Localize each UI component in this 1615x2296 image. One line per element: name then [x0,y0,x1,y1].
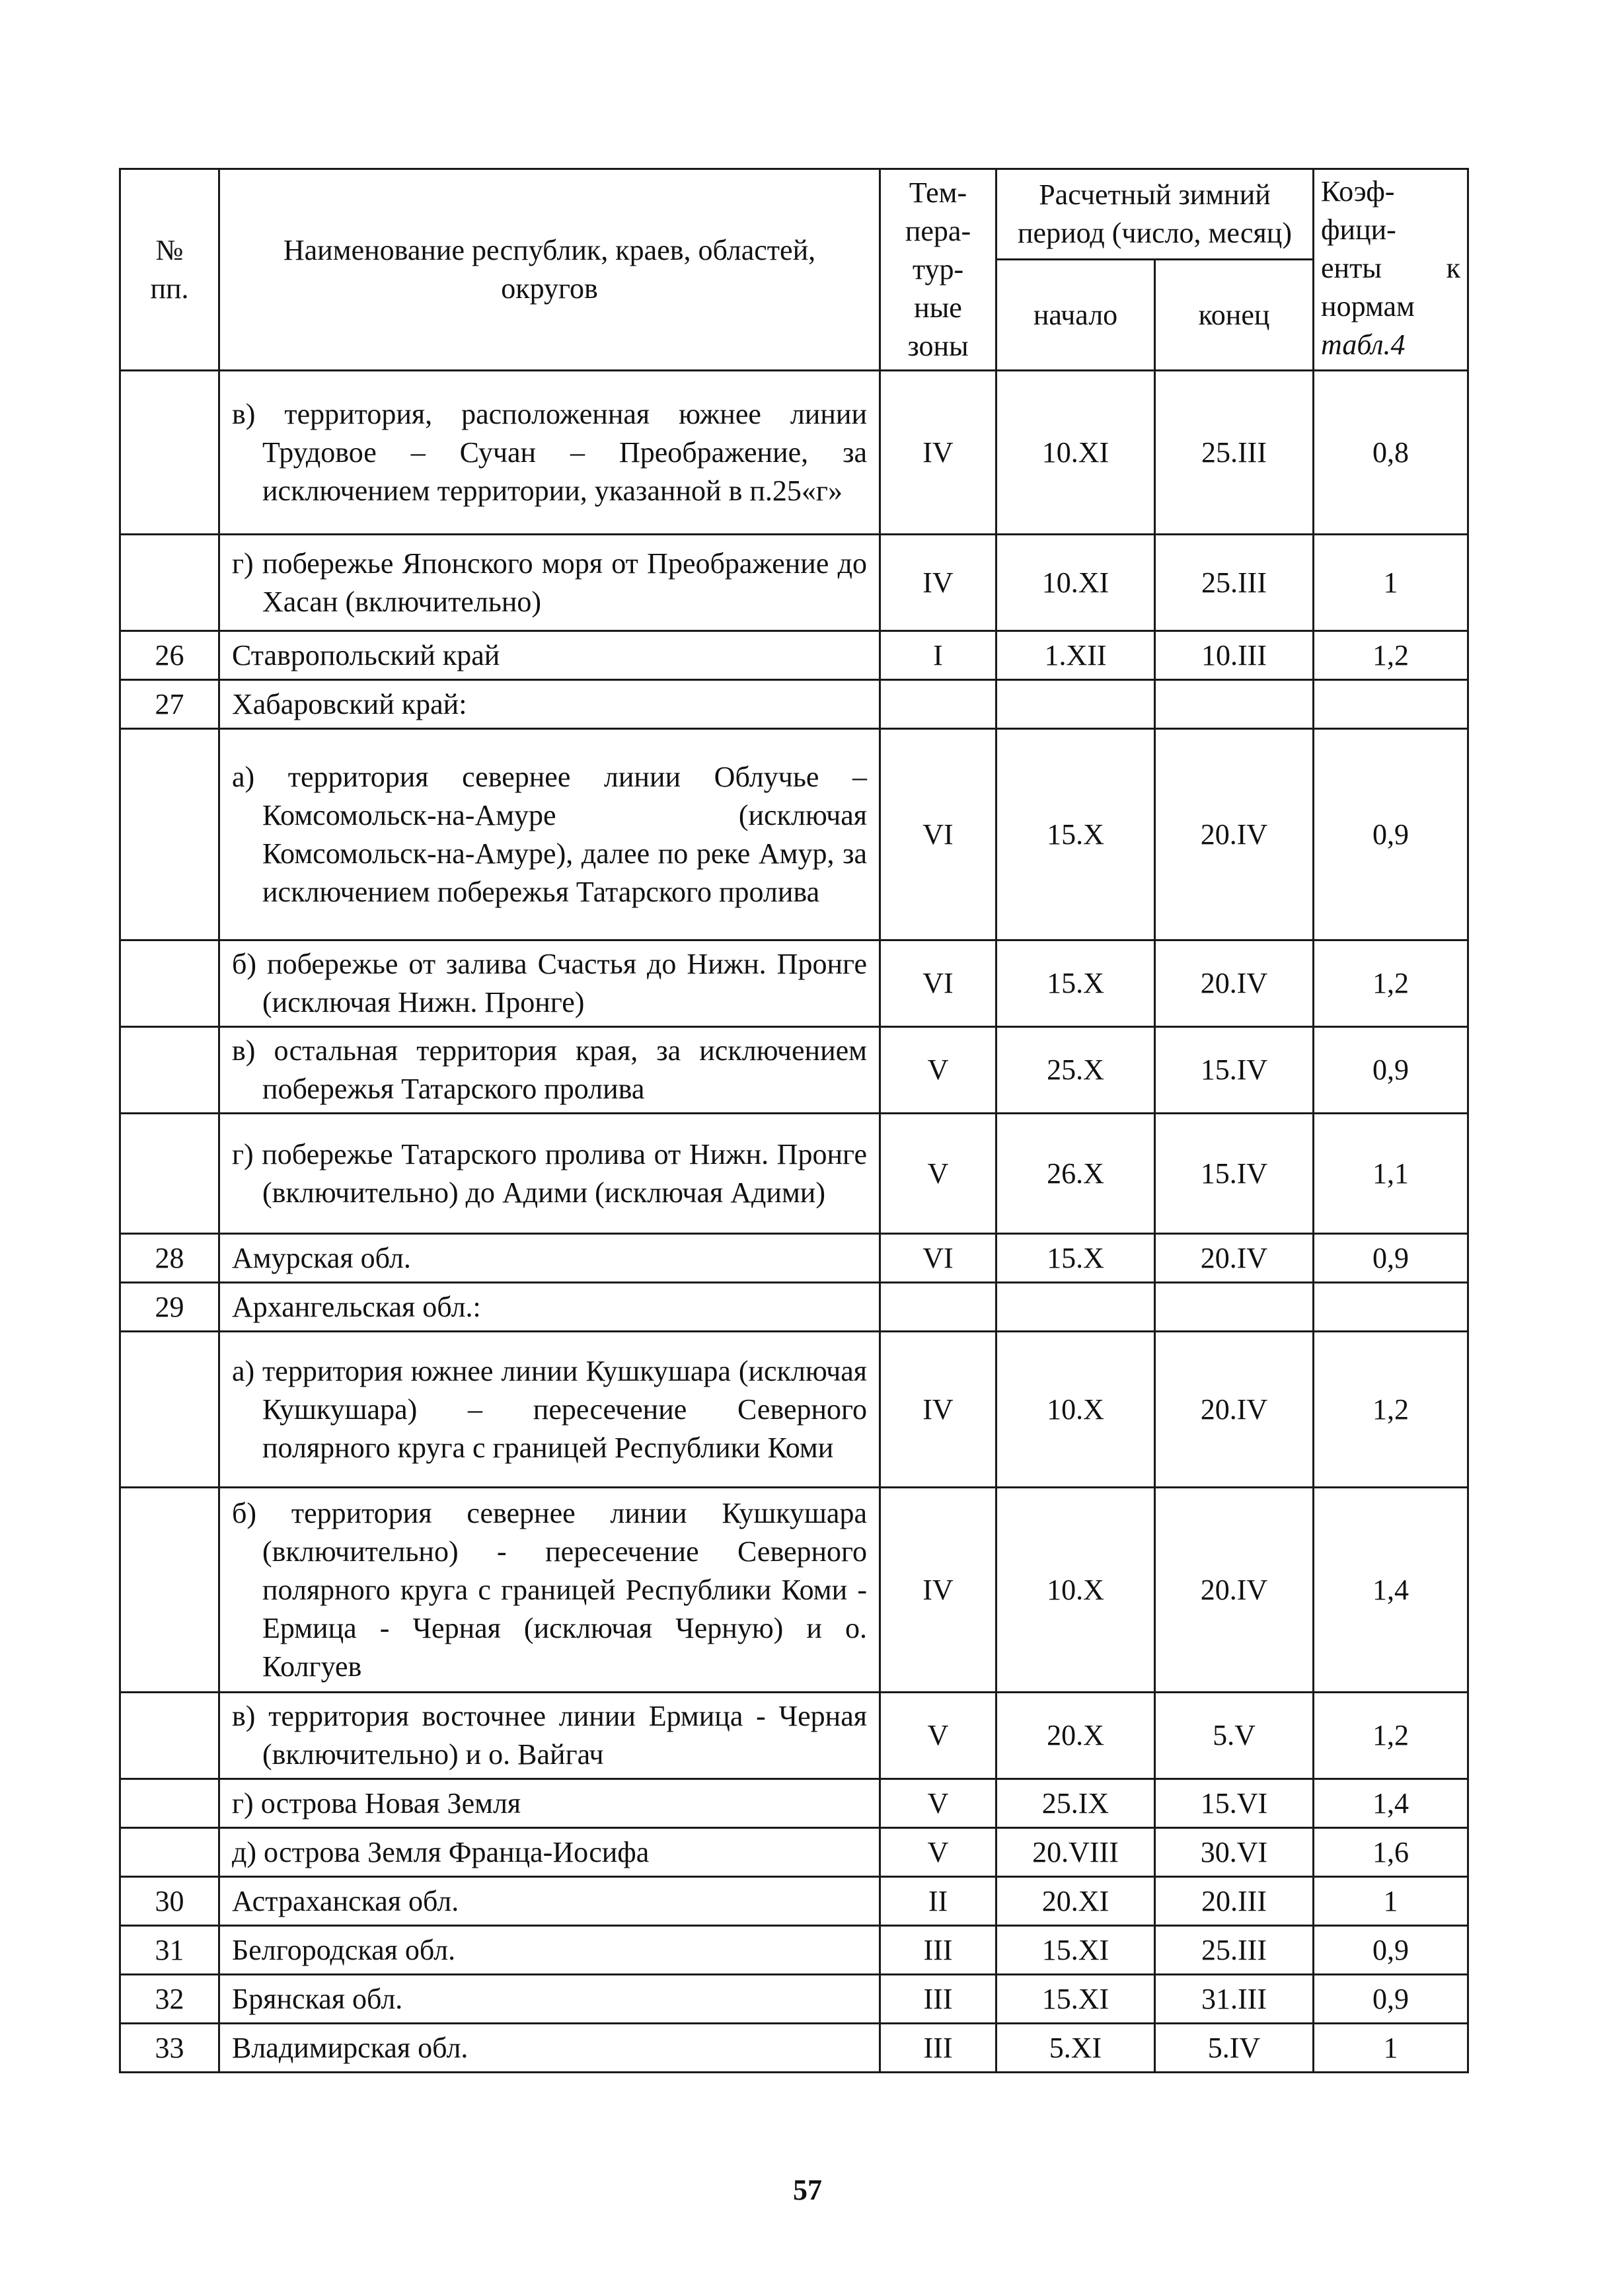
row-coefficient: 1 [1314,1877,1468,1926]
row-number [120,1027,219,1114]
row-period-end [1155,1283,1314,1332]
row-name [219,1975,880,2024]
table-row [120,1027,1468,1114]
row-period-start: 20.X [996,1693,1155,1779]
row-period-start: 1.XII [996,631,1155,680]
header-name: Наименование республик, краев, областей, округов [219,169,880,371]
row-name [219,1926,880,1975]
row-name [219,1779,880,1828]
row-coefficient: 0,9 [1314,1027,1468,1114]
row-name [219,1828,880,1877]
row-period-start: 25.IX [996,1779,1155,1828]
row-name-text: г) острова Новая Земля [232,1786,521,1819]
row-period-start: 20.XI [996,1877,1155,1926]
header-temperature-zones: Тем-пера-тур-ные зоны [880,169,996,371]
row-name [219,1283,880,1332]
row-period-end: 31.III [1155,1975,1314,2024]
row-number [120,1488,219,1693]
row-period-end: 5.V [1155,1693,1314,1779]
row-period-end: 15.VI [1155,1779,1314,1828]
row-period-start [996,1283,1155,1332]
row-name [219,535,880,631]
row-period-end: 20.IV [1155,1488,1314,1693]
row-temperature-zone: V [880,1779,996,1828]
row-name [219,1488,880,1693]
table-row [120,1877,1468,1926]
row-period-end: 5.IV [1155,2024,1314,2073]
row-coefficient: 1 [1314,2024,1468,2073]
header-coefficients [1314,169,1468,371]
table-row [120,1114,1468,1234]
row-temperature-zone: VI [880,729,996,940]
row-name-text: б) территория севернее линии Кушкушара (включительно) - пересечение Северного полярного круга с границей Республики Коми - Ермица - Черная (исключая Черную) и о. Колгуев [232,1496,867,1683]
row-name-text: Белгородская обл. [232,1933,456,1966]
row-number: 33 [120,2024,219,2073]
table-row [120,1926,1468,1975]
header-start: начало [996,260,1155,371]
row-period-start: 10.X [996,1332,1155,1488]
row-temperature-zone: V [880,1114,996,1234]
row-name-text: б) побережье от залива Счастья до Нижн. Пронге (исключая Нижн. Пронге) [232,948,867,1018]
row-period-start [996,680,1155,729]
row-number: 27 [120,680,219,729]
row-period-end: 30.VI [1155,1828,1314,1877]
table-row [120,1332,1468,1488]
row-name [219,729,880,940]
row-coefficient: 1,2 [1314,1693,1468,1779]
row-name [219,371,880,535]
table-row [120,940,1468,1027]
row-name-text: д) острова Земля Франца-Иосифа [232,1835,650,1868]
row-temperature-zone: IV [880,1332,996,1488]
row-number [120,1693,219,1779]
row-name [219,680,880,729]
row-name-text: Владимирская обл. [232,2031,469,2064]
table-row [120,729,1468,940]
row-name-text: г) побережье Японского моря от Преображение до Хасан (включительно) [232,547,867,618]
row-number: 32 [120,1975,219,2024]
row-name-text: в) территория восточнее линии Ермица - Черная (включительно) и о. Вайгач [232,1700,867,1771]
row-name-text: в) остальная территория края, за исключением побережья Татарского пролива [232,1034,867,1105]
row-period-start: 10.XI [996,535,1155,631]
header-koef-line4: нормам [1321,290,1415,323]
header-winter-period: Расчетный зимний период (число, месяц) [996,169,1314,260]
header-number: № пп. [120,169,219,371]
row-period-end: 20.IV [1155,940,1314,1027]
row-period-end: 15.IV [1155,1114,1314,1234]
row-period-start: 10.XI [996,371,1155,535]
row-temperature-zone: III [880,2024,996,2073]
row-period-start: 25.X [996,1027,1155,1114]
row-period-end: 20.IV [1155,1332,1314,1488]
row-number [120,1828,219,1877]
row-coefficient: 1,6 [1314,1828,1468,1877]
row-name [219,940,880,1027]
row-temperature-zone: IV [880,535,996,631]
row-number: 28 [120,1234,219,1283]
row-name-text: а) территория севернее линии Облучье – Комсомольск-на-Амуре (исключая Комсомольск-на-Амуре), далее по реке Амур, за исключением побережья Татарского пролива [232,760,867,908]
row-name [219,1332,880,1488]
row-name [219,1693,880,1779]
table-row [120,1779,1468,1828]
row-period-end: 10.III [1155,631,1314,680]
row-period-start: 15.XI [996,1975,1155,2024]
row-coefficient: 0,9 [1314,1234,1468,1283]
row-temperature-zone: V [880,1693,996,1779]
row-number: 30 [120,1877,219,1926]
row-coefficient: 1,4 [1314,1779,1468,1828]
page-number: 57 [793,2174,822,2206]
row-number [120,371,219,535]
row-period-start: 15.X [996,729,1155,940]
row-period-end: 20.III [1155,1877,1314,1926]
row-number: 29 [120,1283,219,1332]
row-name [219,1027,880,1114]
row-coefficient: 1,2 [1314,631,1468,680]
row-period-start: 15.X [996,1234,1155,1283]
row-name-text: в) территория, расположенная южнее линии Трудовое – Сучан – Преображение, за исключением территории, указанной в п.25«г» [232,397,867,507]
row-coefficient: 0,9 [1314,1926,1468,1975]
row-period-end: 20.IV [1155,1234,1314,1283]
table-row [120,1488,1468,1693]
row-temperature-zone: VI [880,1234,996,1283]
row-name [219,631,880,680]
row-temperature-zone: I [880,631,996,680]
table-header-row [120,169,1468,260]
row-temperature-zone: V [880,1027,996,1114]
row-name-text: г) побережье Татарского пролива от Нижн. Пронге (включительно) до Адими (исключая Адими) [232,1137,867,1209]
row-name-text: Амурская обл. [232,1241,411,1274]
row-coefficient: 0,9 [1314,729,1468,940]
row-number [120,729,219,940]
table-body [120,371,1468,2073]
row-name-text: Астраханская обл. [232,1884,459,1917]
row-number [120,1332,219,1488]
row-period-start: 20.VIII [996,1828,1155,1877]
row-number [120,940,219,1027]
header-end: конец [1155,260,1314,371]
row-coefficient [1314,1283,1468,1332]
table-row [120,1693,1468,1779]
header-koef-line3: енты к [1321,252,1461,284]
row-period-start: 26.X [996,1114,1155,1234]
table-row [120,2024,1468,2073]
row-period-end: 25.III [1155,1926,1314,1975]
row-number: 26 [120,631,219,680]
row-name [219,1234,880,1283]
winter-period-table [119,168,1469,2073]
row-temperature-zone: IV [880,1488,996,1693]
table-row [120,535,1468,631]
row-number [120,1779,219,1828]
row-period-end: 25.III [1155,371,1314,535]
row-period-end: 25.III [1155,535,1314,631]
row-name-text: Ставропольский край [232,638,500,671]
row-temperature-zone: II [880,1877,996,1926]
row-period-start: 10.X [996,1488,1155,1693]
row-temperature-zone: VI [880,940,996,1027]
table-row [120,1975,1468,2024]
row-coefficient: 1,2 [1314,1332,1468,1488]
header-koef-line2: фици- [1321,213,1396,246]
header-koef-line1: Коэф- [1321,175,1395,208]
row-temperature-zone: V [880,1828,996,1877]
row-period-start: 5.XI [996,2024,1155,2073]
row-temperature-zone [880,680,996,729]
table-row [120,1828,1468,1877]
row-coefficient: 0,8 [1314,371,1468,535]
row-name-text: а) территория южнее линии Кушкушара (исключая Кушкушара) – пересечение Северного полярного круга с границей Республики Коми [232,1354,867,1464]
row-period-end: 15.IV [1155,1027,1314,1114]
table-row [120,1283,1468,1332]
table-row [120,371,1468,535]
row-period-start: 15.XI [996,1926,1155,1975]
row-coefficient: 1 [1314,535,1468,631]
row-coefficient: 0,9 [1314,1975,1468,2024]
row-temperature-zone: III [880,1926,996,1975]
row-name [219,2024,880,2073]
row-number: 31 [120,1926,219,1975]
row-temperature-zone [880,1283,996,1332]
table-row [120,631,1468,680]
row-period-end [1155,680,1314,729]
row-name-text: Хабаровский край: [232,687,467,720]
row-coefficient: 1,2 [1314,940,1468,1027]
row-name [219,1114,880,1234]
row-number [120,1114,219,1234]
row-name-text: Архангельская обл.: [232,1290,481,1323]
row-period-start: 15.X [996,940,1155,1027]
row-coefficient: 1,1 [1314,1114,1468,1234]
row-temperature-zone: III [880,1975,996,2024]
row-period-end: 20.IV [1155,729,1314,940]
table-row [120,1234,1468,1283]
row-name-text: Брянская обл. [232,1982,403,2015]
table-row [120,680,1468,729]
row-temperature-zone: IV [880,371,996,535]
row-coefficient: 1,4 [1314,1488,1468,1693]
row-coefficient [1314,680,1468,729]
row-number [120,535,219,631]
row-name [219,1877,880,1926]
header-koef-line5: табл.4 [1321,328,1406,361]
